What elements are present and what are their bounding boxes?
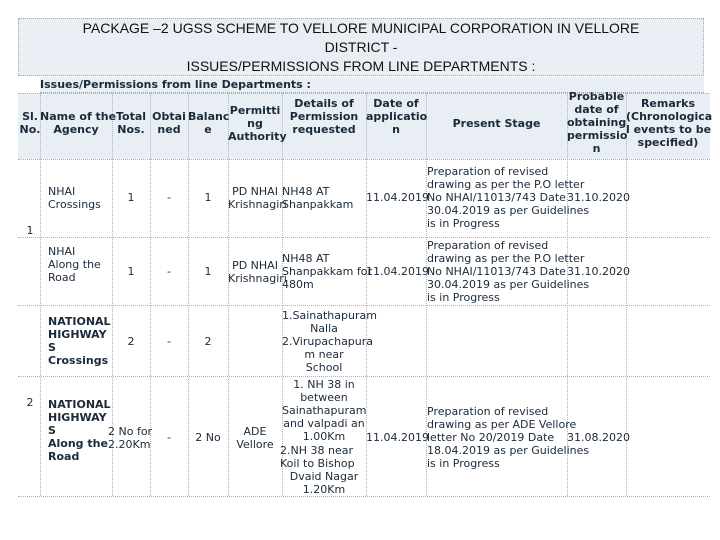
row-2-details: NH48 AT Shanpakkam for 480m xyxy=(282,252,373,291)
row-4-stage: Preparation of revised drawing as per ADE Vellore letter No 20/2019 Date 18.04.2019 as per Guidelines is in Progress xyxy=(427,405,590,470)
row-4-details-end: Dvaid Nagar 1.20Km xyxy=(289,470,359,496)
row-1-stage: Preparation of revised drawing as per the P.O letter No NHAI/11013/743 Date 30.04.2019 as per Guidelines is in Progress xyxy=(427,165,590,230)
header-date: Date of applicatio n xyxy=(366,97,428,136)
table-rule xyxy=(18,237,710,238)
page-title xyxy=(18,18,704,76)
row-4-total: 2 No for 2.20Km xyxy=(108,425,153,451)
table-rule xyxy=(18,305,710,306)
header-remarks: Remarks (Chronologica l events to be specified) xyxy=(626,97,713,149)
table-rule xyxy=(18,376,710,377)
title-line-2: DISTRICT - xyxy=(324,39,398,55)
row-2-probable: 31.10.2020 xyxy=(567,265,630,278)
row-3-balance: 2 xyxy=(204,335,212,348)
row-1-authority: PD NHAI Krishnagiri xyxy=(228,185,287,211)
header-probable: Probable date of obtaining permissio n xyxy=(567,90,628,155)
row-4-details: 1. NH 38 in between Sainathapuram and valpadi an 1.00Km xyxy=(282,378,367,443)
subheading-text: Issues/Permissions from line Departments : xyxy=(40,78,311,91)
row-1-agency: NHAI Crossings xyxy=(48,185,101,211)
title-line-1: PACKAGE –2 UGSS SCHEME TO VELLORE MUNICIPAL CORPORATION IN VELLORE xyxy=(82,20,640,36)
title-line-3: ISSUES/PERMISSIONS FROM LINE DEPARTMENTS : xyxy=(186,58,536,74)
table-rule xyxy=(18,159,710,160)
row-1-sl: 1 xyxy=(26,224,34,237)
row-1-date: 11.04.2019 xyxy=(366,191,429,204)
row-2-authority: PD NHAI Krishnagiri xyxy=(228,259,287,285)
table-column-rule xyxy=(40,93,41,496)
row-2-date: 11.04.2019 xyxy=(366,265,429,278)
row-1-probable: 31.10.2020 xyxy=(567,191,630,204)
header-obtained: Obtai ned xyxy=(152,110,186,136)
header-sl: Sl. No. xyxy=(19,110,41,136)
row-4-agency: NATIONAL HIGHWAY S Along the Road xyxy=(48,398,111,463)
row-1-details: NH48 AT Shanpakkam xyxy=(282,185,354,211)
row-3-obtained: - xyxy=(167,335,171,348)
row-2-agency: NHAI Along the Road xyxy=(48,245,101,284)
row-3-agency: NATIONAL HIGHWAY S Crossings xyxy=(48,315,111,367)
row-3-details: 1.Sainathapuram Nalla 2.Virupachapura m near School xyxy=(282,309,377,374)
row-2-obtained: - xyxy=(167,265,171,278)
row-4-balance: 2 No xyxy=(195,431,221,444)
header-agency: Name of the Agency xyxy=(40,110,117,136)
header-total: Total Nos. xyxy=(115,110,147,136)
header-stage: Present Stage xyxy=(452,117,541,130)
header-details: Details of Permission requested xyxy=(289,97,359,136)
table-rule xyxy=(18,496,710,497)
row-1-obtained: - xyxy=(167,191,171,204)
row-2-total: 1 xyxy=(127,265,135,278)
row-4-probable: 31.08.2020 xyxy=(567,431,630,444)
row-4-obtained: - xyxy=(167,431,171,444)
row-4-details-cont: 2.NH 38 near Koil to Bishop xyxy=(280,444,355,470)
header-authority: Permitti ng Authority xyxy=(228,104,287,143)
row-3-sl: 2 xyxy=(26,396,34,409)
row-1-balance: 1 xyxy=(204,191,212,204)
row-4-date: 11.04.2019 xyxy=(366,431,429,444)
header-balance: Balanc e xyxy=(188,110,230,136)
row-2-balance: 1 xyxy=(204,265,212,278)
row-3-total: 2 xyxy=(127,335,135,348)
row-1-total: 1 xyxy=(127,191,135,204)
row-2-stage: Preparation of revised drawing as per the P.O letter No NHAI/11013/743 Date 30.04.2019 as per Guidelines is in Progress xyxy=(427,239,590,304)
row-4-authority: ADE Vellore xyxy=(236,425,274,451)
